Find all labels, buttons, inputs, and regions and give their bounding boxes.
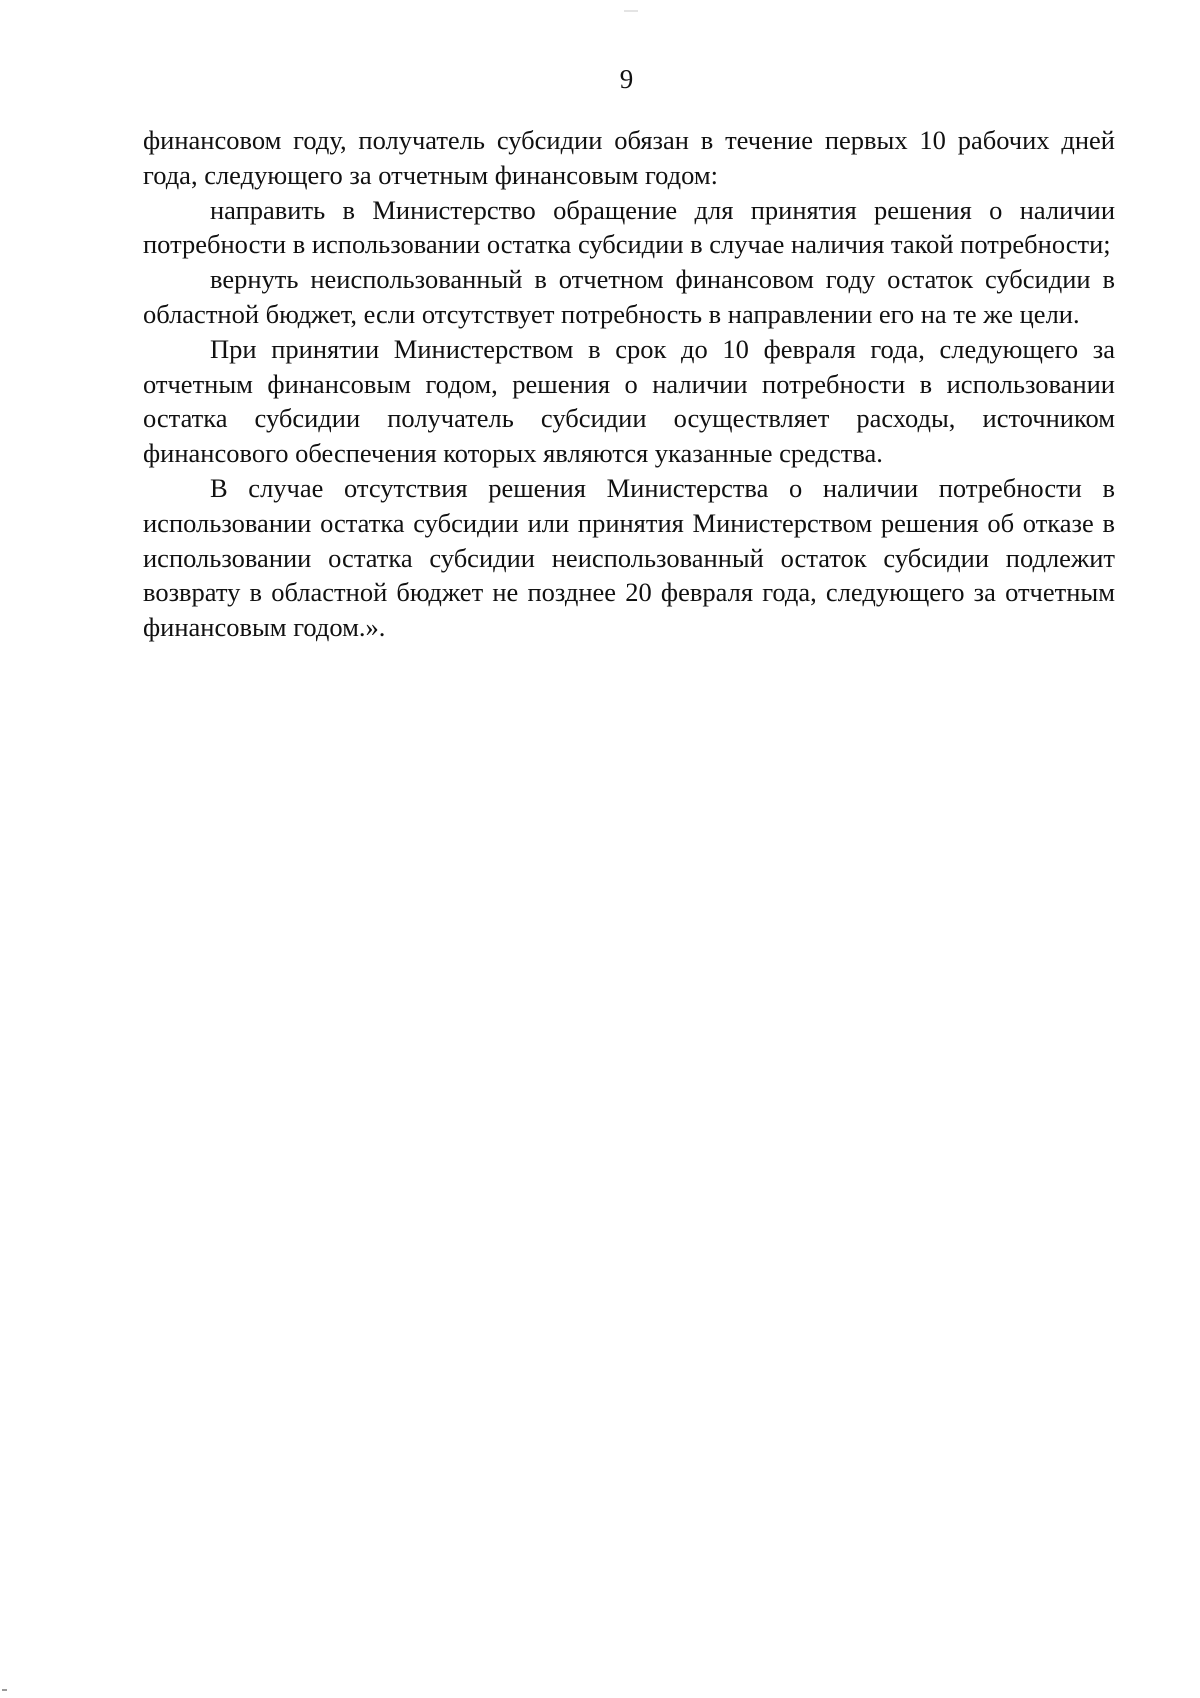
page-number: 9 bbox=[619, 64, 634, 94]
paragraph-send-request: направить в Министерство обращение для принятия решения о наличии потребности в использовании остатка субсидии в случае наличия такой потребности; bbox=[143, 194, 1115, 260]
document-body bbox=[143, 123, 1115, 645]
paragraph-ministry-decision: При принятии Министерством в срок до 10 февраля года, следующего за отчетным финансовым годом, решения о наличии потребности в использовании остатка субсидии получатель субсидии осуществляет расходы, источником финансового обеспечения которых являются указанные средства. bbox=[143, 333, 1115, 469]
paragraph-no-decision: В случае отсутствия решения Министерства о наличии потребности в использовании остатка субсидии или принятия Министерством решения об отказе в использовании остатка субсидии неиспользованный остаток субсидии подлежит возврату в областной бюджет не позднее 20 февраля года, следующего за отчетным финансовым годом.». bbox=[143, 472, 1115, 643]
scan-artifact bbox=[2, 1689, 7, 1691]
scan-artifact bbox=[624, 10, 638, 12]
paragraph-continuation: финансовом году, получатель субсидии обязан в течение первых 10 рабочих дней года, следующего за отчетным финансовым годом: bbox=[143, 125, 1115, 190]
paragraph-return-balance: вернуть неиспользованный в отчетном финансовом году остаток субсидии в областной бюджет, если отсутствует потребность в направлении его на те же цели. bbox=[143, 264, 1115, 329]
